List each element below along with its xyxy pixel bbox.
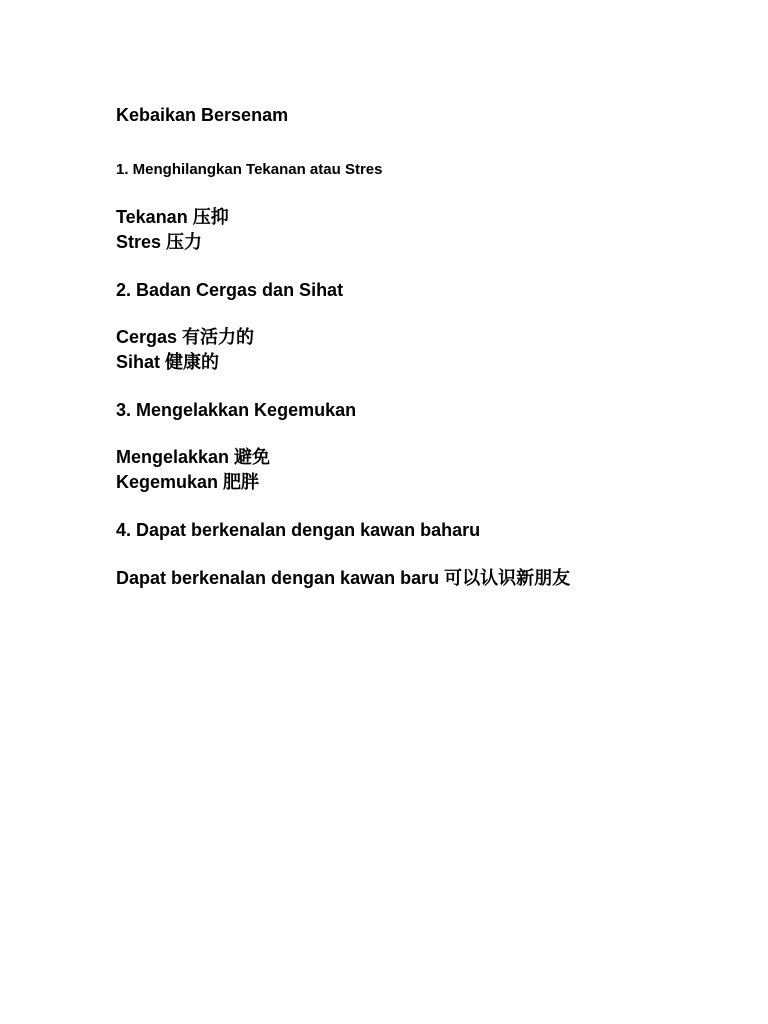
- section-2-heading: 2. Badan Cergas dan Sihat: [116, 280, 344, 300]
- section-3-term-1: Mengelakkan 避免: [116, 447, 271, 467]
- document-title: Kebaikan Bersenam: [116, 105, 289, 125]
- section-3-heading: 3. Mengelakkan Kegemukan: [116, 400, 357, 420]
- section-1-term-1: Tekanan 压抑: [116, 207, 229, 227]
- section-2-term-1: Cergas 有活力的: [116, 327, 255, 347]
- section-4-heading: 4. Dapat berkenalan dengan kawan baharu: [116, 520, 481, 540]
- section-2-term-2: Sihat 健康的: [116, 352, 220, 372]
- section-4-term-1: Dapat berkenalan dengan kawan baru 可以认识新朋友: [116, 568, 571, 588]
- section-1-heading: 1. Menghilangkan Tekanan atau Stres: [116, 161, 383, 178]
- section-1-term-2: Stres 压力: [116, 232, 203, 252]
- section-3-term-2: Kegemukan 肥胖: [116, 472, 260, 492]
